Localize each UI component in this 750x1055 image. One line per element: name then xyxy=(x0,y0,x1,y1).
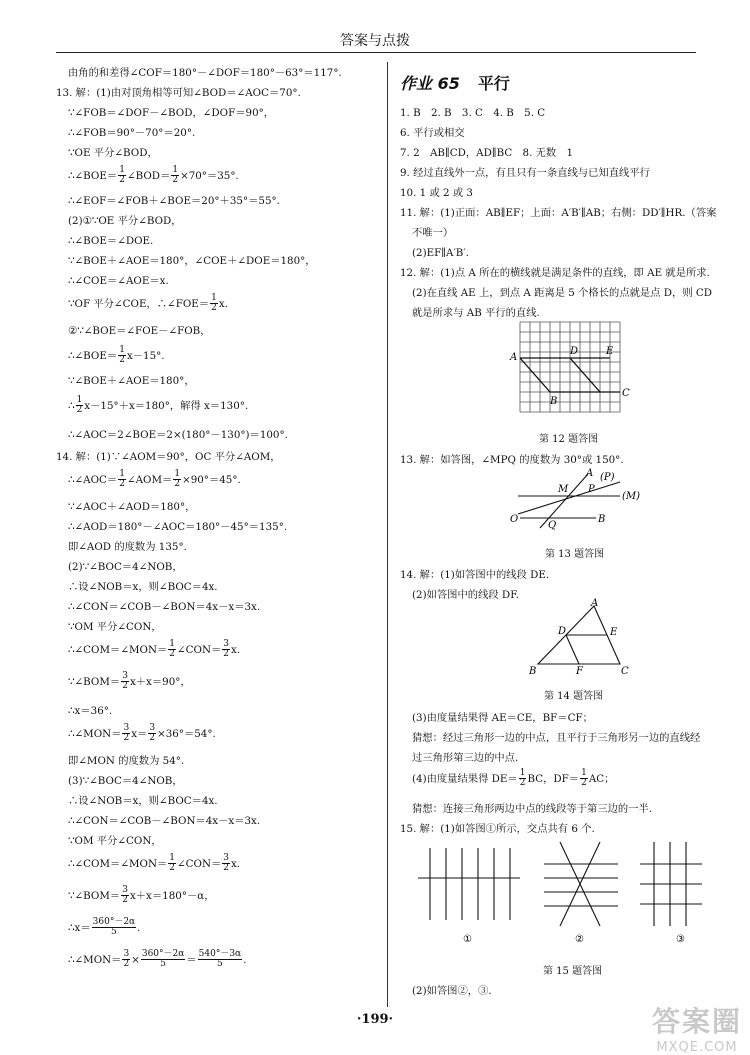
line xyxy=(56,950,246,970)
text: ∴∠BOE＝ xyxy=(68,349,118,362)
line: 15. 解：(1)如答图①所示，交点共有 6 个. xyxy=(400,823,595,835)
text: × xyxy=(131,953,140,966)
text: . xyxy=(137,921,141,934)
text: x＝ xyxy=(131,727,148,740)
line: 即∠AOD 的度数为 135°. xyxy=(68,541,187,553)
line: ∴∠BOE＝∠DOE. xyxy=(68,235,154,247)
denominator: 5 xyxy=(160,959,166,970)
line xyxy=(56,396,248,416)
caption-15: 第 15 题答图 xyxy=(543,966,603,977)
text: AC； xyxy=(588,772,615,785)
text: x－15°. xyxy=(126,349,165,362)
denominator: 2 xyxy=(223,649,229,660)
numerator: 1 xyxy=(519,768,526,778)
text: x. xyxy=(231,643,241,656)
figure-15-2 xyxy=(544,842,618,926)
fraction xyxy=(76,396,84,416)
line: ∴∠EOF＝∠FOB＋∠BOE＝20°＋35°＝55°. xyxy=(68,195,280,207)
figure-15 xyxy=(410,834,710,954)
line xyxy=(56,886,215,906)
label-c: C xyxy=(621,666,629,677)
denominator: 5 xyxy=(217,959,223,970)
line: (2)∵∠BOC＝4∠NOB， xyxy=(68,561,183,573)
text: BC，DF＝ xyxy=(527,772,580,785)
line: ∵∠BOE＋∠AOE＝180°，∠COE＋∠DOE＝180°， xyxy=(68,255,316,267)
fraction xyxy=(118,470,126,490)
label-b: B xyxy=(598,514,606,525)
fraction xyxy=(198,950,242,970)
line: 6. 平行或相交 xyxy=(400,127,465,139)
fraction xyxy=(122,950,130,970)
denominator: 2 xyxy=(76,405,83,416)
watermark-bottom: MXQE.COM xyxy=(656,1040,738,1055)
numerator: 360°－2α xyxy=(141,949,185,959)
text: ∠CON＝ xyxy=(177,643,222,656)
caption-13: 第 13 题答图 xyxy=(545,549,605,560)
label-d: D xyxy=(558,626,567,637)
label-m: M xyxy=(558,484,569,495)
numerator: 1 xyxy=(76,395,83,405)
numerator: 1 xyxy=(174,469,181,479)
label-a: A xyxy=(586,468,594,479)
text: ∵∠BOM＝ xyxy=(68,889,121,902)
numerator: 3 xyxy=(123,723,130,733)
figure-15-label-3: ③ xyxy=(676,934,685,945)
line: ∴∠COE＝∠AOE＝x. xyxy=(68,275,169,287)
line: 不唯一） xyxy=(412,227,454,239)
text: ∴∠MON＝ xyxy=(68,727,122,740)
line: ∴∠AOC＝2∠BOE＝2×(180°－130°)＝100°. xyxy=(68,429,288,441)
line: ∵∠BOE＋∠AOE＝180°， xyxy=(68,375,195,387)
line: 猜想：经过三角形一边的中点，且平行于三角形另一边的直线经 xyxy=(412,732,701,744)
caption-14: 第 14 题答图 xyxy=(544,691,604,702)
label-e: E xyxy=(606,346,614,357)
text: ∴∠AOC＝ xyxy=(68,473,118,486)
label-m-bracket: (M) xyxy=(622,491,641,502)
line xyxy=(56,346,165,366)
text: ∴x＝ xyxy=(68,921,91,934)
line: 就是所求与 AB 平行的直线. xyxy=(412,307,540,319)
fraction xyxy=(121,672,129,692)
fraction xyxy=(519,769,527,789)
text: ∴∠BOE＝ xyxy=(68,169,118,182)
line xyxy=(56,166,239,186)
line: (2)EF∥A′B′. xyxy=(412,247,469,259)
line xyxy=(412,769,614,789)
line: 14. 解：(1)∵∠AOM＝90°，OC 平分∠AOM， xyxy=(56,451,281,463)
line: (2)如答图②，③. xyxy=(412,985,492,997)
text: ∴∠MON＝ xyxy=(68,953,122,966)
label-c: C xyxy=(622,388,630,399)
line: ∵∠AOC＋∠AOD＝180°， xyxy=(68,501,196,513)
line: (3)∵∠BOC＝4∠NOB， xyxy=(68,775,183,787)
fraction xyxy=(141,950,185,970)
line: ∴设∠NOB＝x，则∠BOC＝4x. xyxy=(68,581,218,593)
numerator: 1 xyxy=(581,768,587,778)
watermark-top: 答案圈 xyxy=(651,1005,742,1038)
figure-12-grid xyxy=(508,318,638,418)
line: 13. 解：如答图，∠MPQ 的度数为 30°或 150°. xyxy=(400,454,624,466)
page-number: ·199· xyxy=(356,1012,394,1027)
fraction xyxy=(222,640,230,660)
denominator: 2 xyxy=(169,863,175,874)
figure-15-label-1: ① xyxy=(463,934,472,945)
line xyxy=(56,470,241,490)
denominator: 2 xyxy=(119,355,125,366)
line: 1. B 2. B 3. C 4. B 5. C xyxy=(400,107,546,119)
denominator: 2 xyxy=(519,778,526,789)
fraction xyxy=(171,166,179,186)
label-f: F xyxy=(576,666,583,677)
fraction xyxy=(121,886,129,906)
fraction xyxy=(118,166,126,186)
text: ∴∠COM＝∠MON＝ xyxy=(68,643,168,656)
denominator: 2 xyxy=(169,649,175,660)
line xyxy=(56,918,140,938)
text: x. xyxy=(218,297,228,310)
numerator: 1 xyxy=(169,639,175,649)
section-number: 作业 65 xyxy=(400,74,460,93)
denominator: 2 xyxy=(119,479,125,490)
text: ×36°＝54°. xyxy=(157,727,216,740)
column-divider xyxy=(387,62,388,1007)
figure-15-1 xyxy=(418,848,520,920)
fraction xyxy=(210,294,218,314)
section-name: 平行 xyxy=(477,74,510,93)
numerator: 1 xyxy=(169,853,175,863)
line: 13. 解：(1)由对顶角相等可知∠BOD＝∠AOC＝70°. xyxy=(56,87,301,99)
numerator: 3 xyxy=(149,723,156,733)
line: ∵OE 平分∠BOD， xyxy=(68,147,158,159)
line: ∴设∠NOB＝x，则∠BOC＝4x. xyxy=(68,795,218,807)
label-d: D xyxy=(570,346,579,357)
numerator: 1 xyxy=(211,293,217,303)
numerator: 3 xyxy=(122,671,128,681)
label-a: A xyxy=(510,352,518,363)
denominator: 5 xyxy=(111,927,117,938)
label-b: B xyxy=(529,666,537,677)
line: 即∠MON 的度数为 54°. xyxy=(68,755,185,767)
numerator: 360°－2α xyxy=(92,917,136,927)
line: ∴∠AOD＝180°－∠AOC＝180°－45°＝135°. xyxy=(68,521,288,533)
text: ∵∠BOM＝ xyxy=(68,675,121,688)
line: (2)如答图中的线段 DF. xyxy=(412,589,520,601)
text: ∠CON＝ xyxy=(177,857,222,870)
denominator: 2 xyxy=(172,175,179,186)
numerator: 1 xyxy=(119,345,125,355)
line xyxy=(56,724,216,744)
line: 14. 解：(1)如答图中的线段 DE. xyxy=(400,569,550,581)
header-rule xyxy=(56,52,696,53)
line xyxy=(56,854,240,874)
section-title xyxy=(400,76,510,92)
figure-14-triangle xyxy=(520,598,630,680)
line: 11. 解：(1)正面：AB∥EF；上面：A′B′∥AB；右侧：DD′∥HR.（答案 xyxy=(400,207,717,219)
fraction xyxy=(173,470,181,490)
numerator: 1 xyxy=(119,165,125,175)
label-p-bracket: (P) xyxy=(600,472,615,483)
line: (2)在直线 AE 上，到点 A 距离是 5 个格长的点就是点 D，则 CD xyxy=(412,287,713,299)
line: ∴∠CON＝∠COB－∠BON＝4x－x＝3x. xyxy=(68,601,261,613)
line: (3)由度量结果得 AE＝CE，BF＝CF； xyxy=(412,712,593,724)
line: ∴∠FOB＝90°－70°＝20°. xyxy=(68,127,196,139)
label-e: E xyxy=(610,627,618,638)
numerator: 3 xyxy=(223,639,229,649)
denominator: 2 xyxy=(581,778,587,789)
fraction xyxy=(148,724,156,744)
text: (4)由度量结果得 DE＝ xyxy=(412,772,518,785)
line xyxy=(56,640,240,660)
label-p: P xyxy=(588,484,595,495)
fraction xyxy=(222,854,230,874)
line: (2)①∵OE 平分∠BOD， xyxy=(68,215,182,227)
fraction xyxy=(168,854,176,874)
fraction xyxy=(118,346,126,366)
line: 9. 经过直线外一点，有且只有一条直线与已知直线平行 xyxy=(400,167,650,179)
line: ∵OM 平分∠CON， xyxy=(68,835,162,847)
fraction xyxy=(122,724,130,744)
denominator: 2 xyxy=(149,733,156,744)
line: ∵OM 平分∠CON， xyxy=(68,621,162,633)
numerator: 1 xyxy=(119,469,125,479)
numerator: 540°－3α xyxy=(198,949,242,959)
line: 过三角形第三边的中点. xyxy=(412,752,519,764)
label-a: A xyxy=(591,598,599,609)
line: 10. 1 或 2 或 3 xyxy=(400,187,473,199)
figure-13 xyxy=(508,466,658,532)
text: ∴∠COM＝∠MON＝ xyxy=(68,857,168,870)
figure-15-3 xyxy=(640,842,702,926)
text: . xyxy=(243,953,247,966)
denominator: 2 xyxy=(223,863,229,874)
fraction xyxy=(168,640,176,660)
figure-14-lines xyxy=(538,606,620,664)
text: x＋x＝90°， xyxy=(129,675,191,688)
denominator: 2 xyxy=(122,895,128,906)
label-q: Q xyxy=(548,520,557,531)
text: ∠BOD＝ xyxy=(126,169,171,182)
line: 猜想：连接三角形两边中点的线段等于第三边的一半. xyxy=(412,803,653,815)
denominator: 2 xyxy=(123,733,130,744)
line: 由角的和差得∠COF＝180°－∠DOF＝180°－63°＝117°. xyxy=(68,67,342,79)
text: ＝ xyxy=(186,953,197,966)
text: ×70°＝35°. xyxy=(180,169,239,182)
line: ∵∠FOB＝∠DOF－∠BOD，∠DOF＝90°， xyxy=(68,107,275,119)
line: ∴∠CON＝∠COB－∠BON＝4x－x＝3x. xyxy=(68,815,261,827)
numerator: 3 xyxy=(223,853,229,863)
denominator: 2 xyxy=(119,175,125,186)
text: ×90°＝45°. xyxy=(182,473,241,486)
label-o: O xyxy=(510,514,519,525)
numerator: 3 xyxy=(123,949,130,959)
text: x＋x＝180°－α， xyxy=(129,889,215,902)
figure-15-label-2: ② xyxy=(575,934,584,945)
text: ∴ xyxy=(68,399,75,412)
denominator: 2 xyxy=(123,959,130,970)
watermark-logo xyxy=(652,1000,742,1055)
line: 7. 2 AB∥CD，AD∥BC 8. 无数 1 xyxy=(400,147,574,159)
denominator: 2 xyxy=(122,681,128,692)
line: ②∵∠BOE＝∠FOE－∠FOB， xyxy=(68,325,211,337)
line: 12. 解：(1)点 A 所在的横线就是满足条件的直线，即 AE 就是所求. xyxy=(400,267,710,279)
page-header: 答案与点拨 xyxy=(340,33,410,49)
text: ∠AOM＝ xyxy=(126,473,173,486)
line: ∴x＝36°. xyxy=(68,705,113,717)
label-b: B xyxy=(550,396,558,407)
fraction xyxy=(580,769,588,789)
denominator: 2 xyxy=(174,479,181,490)
text: x－15°＋x＝180°，解得 x＝130°. xyxy=(84,399,249,412)
grid-lines xyxy=(520,322,620,412)
numerator: 3 xyxy=(122,885,128,895)
line xyxy=(56,672,191,692)
caption-12: 第 12 题答图 xyxy=(539,434,599,445)
text: x. xyxy=(231,857,241,870)
text: ∵OF 平分∠COE，∴∠FOE＝ xyxy=(68,297,210,310)
line xyxy=(56,294,228,314)
fraction xyxy=(92,918,136,938)
numerator: 1 xyxy=(172,165,179,175)
denominator: 2 xyxy=(211,303,217,314)
